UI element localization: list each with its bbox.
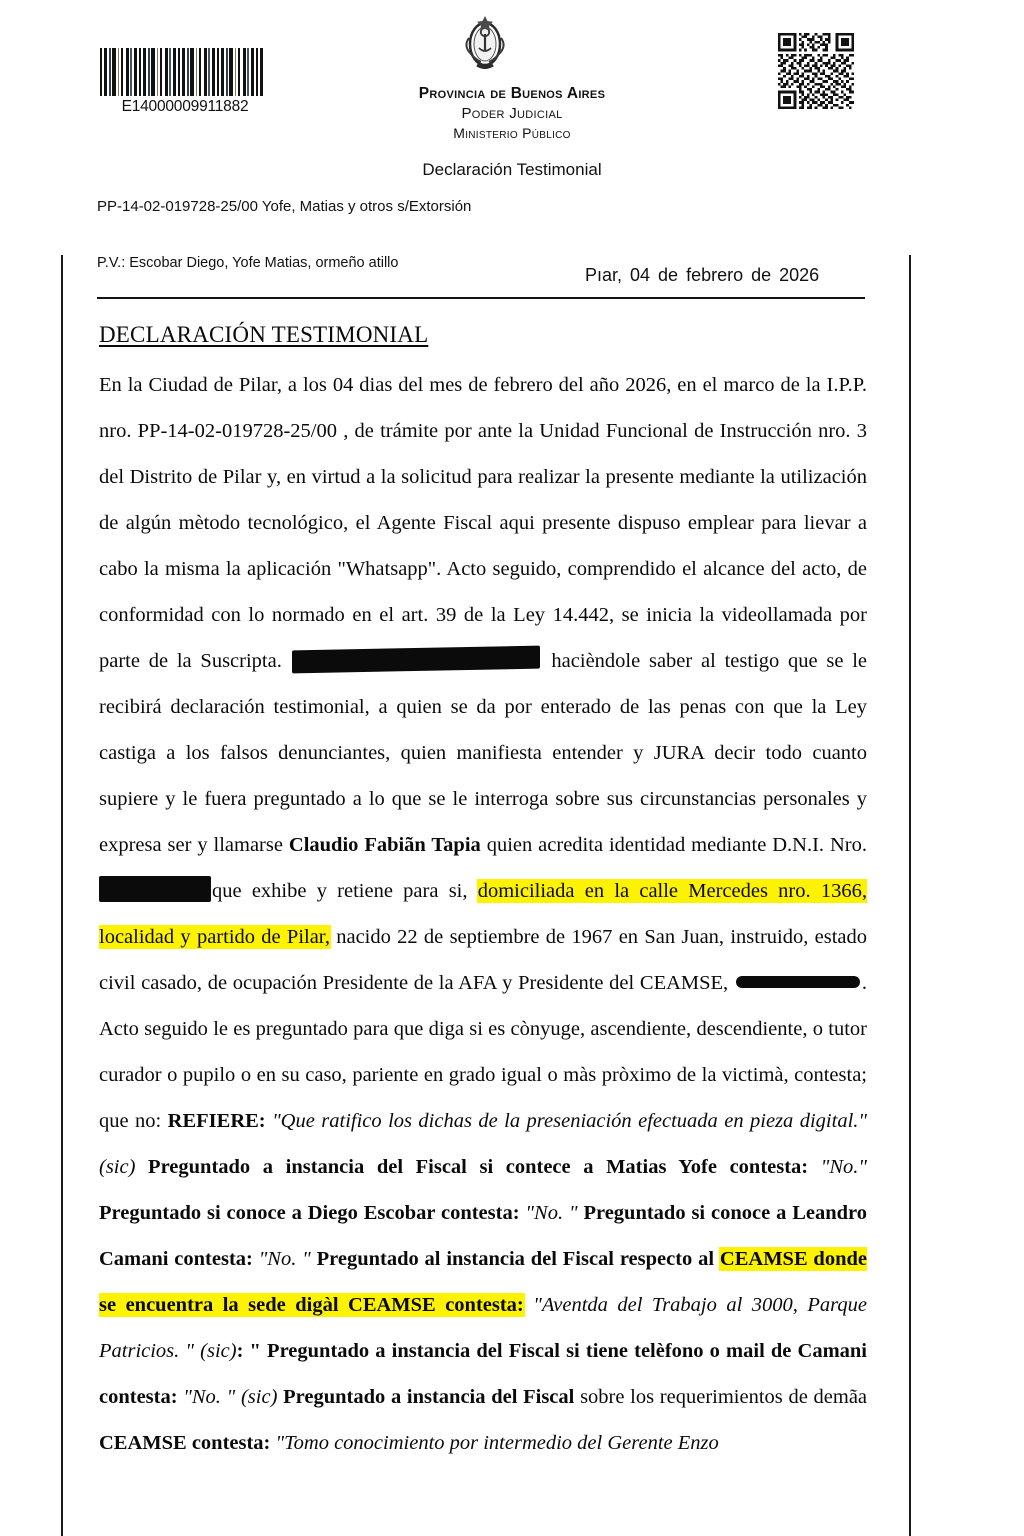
organization-heading xyxy=(312,84,712,143)
answer-text: "No." xyxy=(820,1156,867,1178)
argentina-coat-of-arms-icon xyxy=(455,8,515,80)
date-line: Pıar, 04 de febrero de 2026 xyxy=(585,265,820,285)
barcode-number: E14000009911882 xyxy=(121,98,249,115)
answer-text: "No. " xyxy=(525,1202,578,1224)
right-margin-rule xyxy=(909,255,911,1536)
testimony-segment: hacièndole saber al testigo que se le recibirá declaración testimonial, a quien se da por enterado de las penas con que la Ley castiga a los falsos denunciantes, quien manifiesta entender y JURA decir todo cuanto supiere y le fuera preguntado a lo que se le interroga sobre sus circunstancias personales y expresa ser y llamarse xyxy=(99,650,868,856)
testimony-segment: . Acto seguido le es preguntado para que diga si es cònyuge, ascendiente, descendiente, o tutor curador o pupilo o en su caso, pariente en grado igual o màs pròximo de la victimà, contesta; que no: xyxy=(99,972,867,1132)
testimony-segment: En la Ciudad de Pilar, a los 04 dias del mes de febrero del año 2026, en el marco de la I.P.P. nro. PP-14-02-019728-25/00 , de trámite por ante la Unidad Funcional de Instrucción nro. 3 del Distrito de Pilar y, en virtud a la solicitud para realizar la presente mediante la utilización de algún mètodo tecnológico, el Agente Fiscal aqui presente dispuso emplear para lievar a cabo la misma la aplicación "Whatsapp". Acto seguido, comprendido el alcance del acto, de conformidad con lo normado en el art. 39 de la Ley 14.442, se inicia la videollamada por parte de la Suscripta. xyxy=(99,374,867,672)
question-text: Preguntado si conoce a Diego Escobar contesta: xyxy=(99,1202,526,1224)
highlighted-address: domiciliada en la calle Mercedes nro. 1366, localidad y partido de Pilar, xyxy=(99,880,867,948)
testimony-segment: que exhibe y retiene para si, xyxy=(212,880,478,902)
answer-text: "Tomo conocimiento por intermedio del Gerente Enzo xyxy=(270,1432,719,1454)
question-text: CEAMSE contesta: xyxy=(99,1432,271,1454)
highlighted-ceamse-question: CEAMSE donde se encuentra la sede digàl CEAMSE contesta: xyxy=(99,1248,867,1316)
barcode-icon xyxy=(100,48,265,96)
testimony-body xyxy=(99,362,867,1466)
org-line-province: Provincia de Buenos Aires xyxy=(418,85,606,102)
answer-text: "No. " xyxy=(183,1386,236,1408)
page-title: DECLARACIÓN TESTIMONIAL xyxy=(99,322,429,347)
refiere-label: REFIERE: xyxy=(167,1110,266,1132)
question-text: Preguntado si conoce a Leandro Camani contesta: xyxy=(99,1202,867,1270)
document-header xyxy=(0,0,1024,230)
sic-marker: (sic) xyxy=(200,1340,237,1362)
sic-marker: (sic) xyxy=(99,1156,136,1178)
question-text: : " Preguntado a instancia del Fiscal si tiene telèfono o mail de Camani contesta: xyxy=(99,1340,867,1408)
witness-name: Claudio Fabiãn Tapia xyxy=(288,834,481,856)
redaction-bar-icon xyxy=(99,876,211,902)
question-text: Preguntado a instancia del Fiscal si contece a Matias Yofe contesta: xyxy=(135,1156,821,1178)
refiere-quote: "Que ratifico los dichas de la preseniación efectuada en pieza digital." xyxy=(272,1110,867,1132)
question-text: Preguntado al instancia del Fiscal respecto al xyxy=(310,1248,720,1270)
redaction-bar-icon xyxy=(736,976,860,988)
question-text: Preguntado a instancia del Fiscal xyxy=(277,1386,575,1408)
barcode-block xyxy=(100,48,270,116)
testimony-segment: quien acredita identidad mediante D.N.I. Nro. xyxy=(480,834,867,856)
testimony-segment: nacido 22 de septiembre de 1967 en San Juan, instruido, estado civil casado, de ocupación Presidente de la AFA y Presidente del CEAMSE, xyxy=(99,926,868,994)
answer-text: "Aventda del Trabajo al 3000, Parque Patricios. " xyxy=(99,1294,867,1362)
testimony-segment: sobre los requerimientos de demãa xyxy=(574,1386,868,1408)
header-separator-rule xyxy=(97,297,865,299)
org-line-ministry: Ministerio Público xyxy=(453,125,571,142)
document-subtitle: Declaración Testimonial xyxy=(422,160,602,179)
org-line-judicial: Poder Judicial xyxy=(461,105,563,123)
case-reference-line: PP-14-02-019728-25/00 Yofe, Matias y otros s/Extorsión xyxy=(97,198,472,215)
redaction-bar-icon xyxy=(292,646,540,674)
pv-parties-line: P.V.: Escobar Diego, Yofe Matias, ormeño atillo xyxy=(97,255,399,271)
sic-marker: (sic) xyxy=(240,1386,278,1408)
answer-text: "No. " xyxy=(258,1248,311,1270)
left-margin-rule xyxy=(61,255,63,1536)
qr-code-icon xyxy=(778,33,854,109)
